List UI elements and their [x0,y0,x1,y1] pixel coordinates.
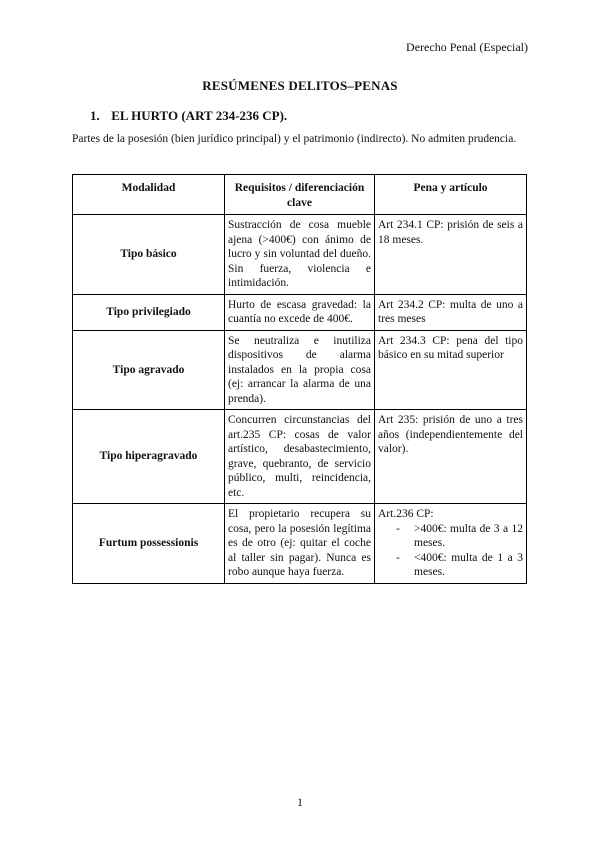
requisitos-cell: Sustracción de cosa mueble ajena (>400€) con ánimo de lucro y sin voluntad del dueño. Sin fuerza, violencia e intimidación. [225,215,375,295]
page-number: 1 [297,795,303,809]
table-row [73,294,527,330]
list-item: - >400€: multa de 3 a 12 meses. [396,522,523,549]
running-header: Derecho Penal (Especial) [406,40,528,54]
table-header-row [73,175,527,215]
table-row [73,330,527,410]
modalidad-cell: Tipo hiperagravado [73,410,225,504]
modalidad-cell: Tipo agravado [73,330,225,410]
section-heading [90,108,287,124]
modalidad-cell: Tipo privilegiado [73,294,225,330]
modalidad-cell: Furtum possessionis [73,504,225,584]
requisitos-cell: El propietario recupera su cosa, pero la posesión legítima es de otro (ej: quitar el coche al taller sin pagar). Nunca es robo aunque haya fuerza. [225,504,375,584]
pena-cell: Art 234.1 CP: prisión de seis a 18 meses. [375,215,527,295]
modalidad-cell: Tipo básico [73,215,225,295]
pena-item-text: <400€: multa de 1 a 3 meses. [414,551,523,578]
table-row [73,215,527,295]
requisitos-cell: Concurren circunstancias del art.235 CP: cosas de valor artístico, desabastecimiento, grave, quebranto, de servicio público, multi, reincidencia, etc. [225,410,375,504]
pena-cell: Art 235: prisión de uno a tres años (independientemente del valor). [375,410,527,504]
pena-cell: Art 234.3 CP: pena del tipo básico en su mitad superior [375,330,527,410]
section-heading-text: EL HURTO (ART 234-236 CP). [111,108,288,123]
column-header-modalidad: Modalidad [73,175,225,215]
column-header-pena: Pena y artículo [375,175,527,215]
pena-intro: Art.236 CP: [378,508,434,520]
list-item: - <400€: multa de 1 a 3 meses. [396,551,523,578]
pena-cell: Art 234.2 CP: multa de uno a tres meses [375,294,527,330]
table-row [73,410,527,504]
pena-item-text: >400€: multa de 3 a 12 meses. [414,522,523,549]
section-number: 1. [90,108,100,123]
requisitos-cell: Se neutraliza e inutiliza dispositivos de alarma instalados en la propia cosa (ej: arrancar la alarma de una prenda). [225,330,375,410]
penalties-table [72,174,527,584]
requisitos-cell: Hurto de escasa gravedad: la cuantía no excede de 400€. [225,294,375,330]
intro-paragraph: Partes de la posesión (bien jurídico principal) y el patrimonio (indirecto). No admiten prudencia. [72,133,517,145]
pena-list [378,522,523,580]
column-header-requisitos: Requisitos / diferenciación clave [225,175,375,215]
table-row [73,504,527,584]
pena-cell [375,504,527,584]
document-title: RESÚMENES DELITOS–PENAS [202,78,398,93]
